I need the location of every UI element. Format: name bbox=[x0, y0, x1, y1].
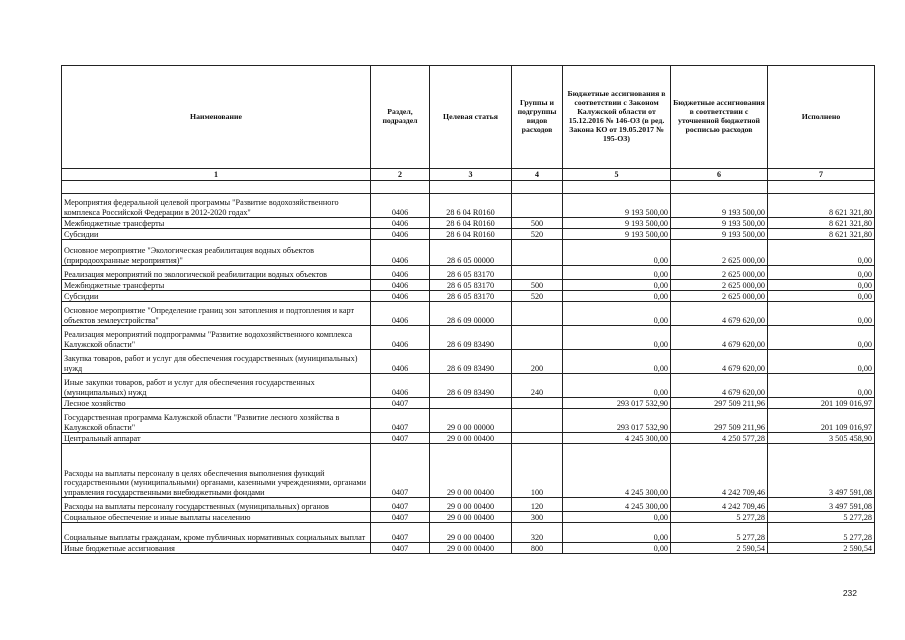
cell-schedule: 4 679 620,00 bbox=[671, 350, 768, 374]
cell-target: 29 0 00 00400 bbox=[430, 444, 512, 498]
cell-name: Мероприятия федеральной целевой программы "Развитие водохозяйственного комплекса Российской Федерации в 2012-2020 годах" bbox=[62, 194, 371, 218]
cell-group bbox=[512, 409, 563, 433]
cell-section: 0407 bbox=[371, 523, 430, 543]
cell-schedule: 4 242 709,46 bbox=[671, 444, 768, 498]
cell-section: 0406 bbox=[371, 326, 430, 350]
cell-law: 0,00 bbox=[563, 266, 671, 280]
cell-executed: 3 505 458,90 bbox=[768, 433, 875, 444]
cell-group bbox=[512, 240, 563, 266]
cell-executed: 8 621 321,80 bbox=[768, 194, 875, 218]
cell-target: 29 0 00 00000 bbox=[430, 409, 512, 433]
cell-target bbox=[430, 398, 512, 409]
cell-group: 500 bbox=[512, 280, 563, 291]
cell-group bbox=[512, 194, 563, 218]
table-row bbox=[62, 444, 875, 498]
page-number: 232 bbox=[842, 588, 857, 598]
cell-schedule: 4 679 620,00 bbox=[671, 302, 768, 326]
cell-schedule: 2 625 000,00 bbox=[671, 291, 768, 302]
header-group: Группы и подгруппы видов расходов bbox=[512, 66, 563, 169]
cell-group bbox=[512, 326, 563, 350]
cell-target: 28 6 05 83170 bbox=[430, 280, 512, 291]
cell-group: 320 bbox=[512, 523, 563, 543]
header-section: Раздел, подраздел bbox=[371, 66, 430, 169]
table-row bbox=[62, 498, 875, 512]
table-row bbox=[62, 326, 875, 350]
cell-section: 0406 bbox=[371, 240, 430, 266]
header-schedule: Бюджетные ассигнования в соответствии с уточненной бюджетной росписью расходов bbox=[671, 66, 768, 169]
cell-section: 0406 bbox=[371, 280, 430, 291]
cell-section: 0406 bbox=[371, 266, 430, 280]
cell-executed: 8 621 321,80 bbox=[768, 229, 875, 240]
table-row bbox=[62, 240, 875, 266]
table-row bbox=[62, 194, 875, 218]
cell-schedule: 2 625 000,00 bbox=[671, 280, 768, 291]
cell-name: Субсидии bbox=[62, 229, 371, 240]
cell-target: 29 0 00 00400 bbox=[430, 433, 512, 444]
cell-schedule: 2 590,54 bbox=[671, 543, 768, 554]
cell-schedule: 2 625 000,00 bbox=[671, 240, 768, 266]
cell-section: 0406 bbox=[371, 374, 430, 398]
cell-executed: 5 277,28 bbox=[768, 512, 875, 523]
cell-executed: 0,00 bbox=[768, 374, 875, 398]
cell-name: Иные закупки товаров, работ и услуг для обеспечения государственных (муниципальных) нужд bbox=[62, 374, 371, 398]
cell-name: Социальное обеспечение и иные выплаты населению bbox=[62, 512, 371, 523]
cell-group: 500 bbox=[512, 218, 563, 229]
table-row bbox=[62, 523, 875, 543]
cell-target: 29 0 00 00400 bbox=[430, 512, 512, 523]
cell-schedule: 9 193 500,00 bbox=[671, 229, 768, 240]
table-row bbox=[62, 543, 875, 554]
cell-name: Реализация мероприятий по экологической реабилитации водных объектов bbox=[62, 266, 371, 280]
cell-executed: 3 497 591,08 bbox=[768, 498, 875, 512]
cell-name: Субсидии bbox=[62, 291, 371, 302]
table-row bbox=[62, 398, 875, 409]
table-row bbox=[62, 266, 875, 280]
column-number: 3 bbox=[430, 169, 512, 181]
column-number: 2 bbox=[371, 169, 430, 181]
cell-target: 28 6 05 00000 bbox=[430, 240, 512, 266]
table-row bbox=[62, 302, 875, 326]
column-number: 4 bbox=[512, 169, 563, 181]
cell-group bbox=[512, 433, 563, 444]
cell-law: 0,00 bbox=[563, 512, 671, 523]
cell-group: 800 bbox=[512, 543, 563, 554]
cell-group: 120 bbox=[512, 498, 563, 512]
cell-section: 0406 bbox=[371, 291, 430, 302]
cell-executed: 0,00 bbox=[768, 326, 875, 350]
column-number: 5 bbox=[563, 169, 671, 181]
cell-section: 0407 bbox=[371, 512, 430, 523]
cell-law: 4 245 300,00 bbox=[563, 498, 671, 512]
cell-executed: 0,00 bbox=[768, 266, 875, 280]
header-law: Бюджетные ассигнования в соответствии с Законом Калужской области от 15.12.2016 № 146-ОЗ (в ред. Закона КО от 19.05.2017 № 195-ОЗ) bbox=[563, 66, 671, 169]
table-row bbox=[62, 512, 875, 523]
cell-executed: 201 109 016,97 bbox=[768, 398, 875, 409]
cell-executed: 8 621 321,80 bbox=[768, 218, 875, 229]
cell-law: 4 245 300,00 bbox=[563, 433, 671, 444]
cell-law: 0,00 bbox=[563, 543, 671, 554]
column-number-row bbox=[62, 169, 875, 181]
cell-schedule: 4 679 620,00 bbox=[671, 326, 768, 350]
table-row bbox=[62, 374, 875, 398]
cell-section: 0406 bbox=[371, 218, 430, 229]
cell-law: 9 193 500,00 bbox=[563, 194, 671, 218]
cell-name: Межбюджетные трансферты bbox=[62, 218, 371, 229]
cell-target: 29 0 00 00400 bbox=[430, 543, 512, 554]
cell-schedule: 9 193 500,00 bbox=[671, 218, 768, 229]
cell-name: Закупка товаров, работ и услуг для обеспечения государственных (муниципальных) нужд bbox=[62, 350, 371, 374]
cell-name: Лесное хозяйство bbox=[62, 398, 371, 409]
cell-section: 0406 bbox=[371, 350, 430, 374]
cell-target: 28 6 09 83490 bbox=[430, 350, 512, 374]
cell-target: 28 6 09 83490 bbox=[430, 326, 512, 350]
cell-group: 100 bbox=[512, 444, 563, 498]
cell-law: 0,00 bbox=[563, 291, 671, 302]
table-row bbox=[62, 229, 875, 240]
cell-schedule: 297 509 211,96 bbox=[671, 398, 768, 409]
cell-target: 28 6 09 00000 bbox=[430, 302, 512, 326]
cell-section: 0407 bbox=[371, 433, 430, 444]
cell-law: 0,00 bbox=[563, 240, 671, 266]
cell-section: 0406 bbox=[371, 302, 430, 326]
header-name: Наименование bbox=[62, 66, 371, 169]
cell-section: 0407 bbox=[371, 398, 430, 409]
cell-executed: 201 109 016,97 bbox=[768, 409, 875, 433]
cell-law: 0,00 bbox=[563, 523, 671, 543]
cell-name: Расходы на выплаты персоналу государственных (муниципальных) органов bbox=[62, 498, 371, 512]
header-target: Целевая статья bbox=[430, 66, 512, 169]
cell-law: 0,00 bbox=[563, 280, 671, 291]
cell-target: 29 0 00 00400 bbox=[430, 498, 512, 512]
cell-group: 240 bbox=[512, 374, 563, 398]
cell-name: Основное мероприятие "Определение границ зон затопления и подтопления и карт объектов землеустройства" bbox=[62, 302, 371, 326]
cell-name: Социальные выплаты гражданам, кроме публичных нормативных социальных выплат bbox=[62, 523, 371, 543]
cell-group: 520 bbox=[512, 229, 563, 240]
cell-group bbox=[512, 398, 563, 409]
cell-group bbox=[512, 266, 563, 280]
table-row bbox=[62, 218, 875, 229]
cell-law: 9 193 500,00 bbox=[563, 218, 671, 229]
cell-executed: 3 497 591,08 bbox=[768, 444, 875, 498]
table-row bbox=[62, 433, 875, 444]
cell-executed: 5 277,28 bbox=[768, 523, 875, 543]
cell-name: Реализация мероприятий подпрограммы "Развитие водохозяйственного комплекса Калужской области" bbox=[62, 326, 371, 350]
cell-schedule: 4 679 620,00 bbox=[671, 374, 768, 398]
cell-target: 28 6 09 83490 bbox=[430, 374, 512, 398]
cell-section: 0406 bbox=[371, 194, 430, 218]
cell-target: 29 0 00 00400 bbox=[430, 523, 512, 543]
cell-law: 0,00 bbox=[563, 350, 671, 374]
table-row bbox=[62, 409, 875, 433]
cell-group: 300 bbox=[512, 512, 563, 523]
cell-target: 28 6 05 83170 bbox=[430, 266, 512, 280]
cell-section: 0407 bbox=[371, 498, 430, 512]
table-row bbox=[62, 280, 875, 291]
cell-law: 0,00 bbox=[563, 326, 671, 350]
cell-section: 0406 bbox=[371, 229, 430, 240]
cell-group: 520 bbox=[512, 291, 563, 302]
column-number: 1 bbox=[62, 169, 371, 181]
table-row bbox=[62, 350, 875, 374]
column-number: 7 bbox=[768, 169, 875, 181]
budget-table bbox=[61, 65, 875, 554]
cell-schedule: 5 277,28 bbox=[671, 512, 768, 523]
cell-law: 0,00 bbox=[563, 374, 671, 398]
column-number: 6 bbox=[671, 169, 768, 181]
cell-schedule: 9 193 500,00 bbox=[671, 194, 768, 218]
cell-schedule: 2 625 000,00 bbox=[671, 266, 768, 280]
cell-group bbox=[512, 302, 563, 326]
cell-target: 28 6 04 R0160 bbox=[430, 194, 512, 218]
header-row bbox=[62, 66, 875, 169]
header-executed: Исполнено bbox=[768, 66, 875, 169]
cell-target: 28 6 05 83170 bbox=[430, 291, 512, 302]
cell-name: Основное мероприятие "Экологическая реабилитация водных объектов (природоохранные мероприятия)" bbox=[62, 240, 371, 266]
cell-name: Центральный аппарат bbox=[62, 433, 371, 444]
cell-section: 0407 bbox=[371, 543, 430, 554]
cell-law: 293 017 532,90 bbox=[563, 409, 671, 433]
cell-executed: 0,00 bbox=[768, 350, 875, 374]
cell-executed: 0,00 bbox=[768, 291, 875, 302]
cell-name: Иные бюджетные ассигнования bbox=[62, 543, 371, 554]
cell-name: Межбюджетные трансферты bbox=[62, 280, 371, 291]
cell-target: 28 6 04 R0160 bbox=[430, 218, 512, 229]
cell-executed: 2 590,54 bbox=[768, 543, 875, 554]
cell-section: 0407 bbox=[371, 409, 430, 433]
spacer-row bbox=[62, 181, 875, 194]
cell-law: 0,00 bbox=[563, 302, 671, 326]
cell-executed: 0,00 bbox=[768, 240, 875, 266]
cell-schedule: 4 242 709,46 bbox=[671, 498, 768, 512]
cell-group: 200 bbox=[512, 350, 563, 374]
cell-name: Государственная программа Калужской области "Развитие лесного хозяйства в Калужской области" bbox=[62, 409, 371, 433]
cell-schedule: 297 509 211,96 bbox=[671, 409, 768, 433]
table-row bbox=[62, 291, 875, 302]
cell-section: 0407 bbox=[371, 444, 430, 498]
cell-executed: 0,00 bbox=[768, 302, 875, 326]
cell-schedule: 5 277,28 bbox=[671, 523, 768, 543]
cell-law: 293 017 532,90 bbox=[563, 398, 671, 409]
cell-law: 4 245 300,00 bbox=[563, 444, 671, 498]
cell-executed: 0,00 bbox=[768, 280, 875, 291]
cell-name: Расходы на выплаты персоналу в целях обеспечения выполнения функций государственными (муниципальными) органами, казенными учреждениями, органами управления государственными внебюджетными фондами bbox=[62, 444, 371, 498]
cell-law: 9 193 500,00 bbox=[563, 229, 671, 240]
cell-schedule: 4 250 577,28 bbox=[671, 433, 768, 444]
cell-target: 28 6 04 R0160 bbox=[430, 229, 512, 240]
